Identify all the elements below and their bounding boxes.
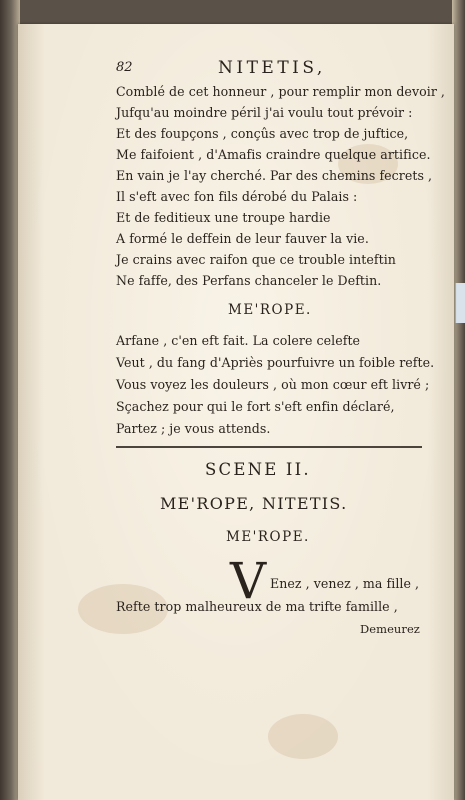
verse-line: En vain je l'ay cherché. Par des chemins fecrets , xyxy=(116,168,433,183)
speaker-name: ME'ROPE. xyxy=(228,302,312,318)
section-divider-rule xyxy=(116,446,422,448)
verse-line: Arfane , c'en eft fait. La colere celefte xyxy=(116,333,361,348)
page-number: 82 xyxy=(116,60,133,75)
verse-line: Partez ; je vous attends. xyxy=(116,421,271,436)
verse-line: Ne faffe, des Perfans chanceler le Deftin. xyxy=(116,273,382,288)
verse-line: Je crains avec raifon que ce trouble inteftin xyxy=(116,252,396,267)
verse-line: Refte trop malheureux de ma trifte famille , xyxy=(116,599,398,614)
verse-line: Vous voyez les douleurs , où mon cœur eft livré ; xyxy=(116,377,430,392)
verse-line: Sçachez pour qui le fort s'eft enfin déclaré, xyxy=(116,399,395,414)
drop-cap: V xyxy=(230,552,267,610)
verse-line: Veut , du fang d'Apriès pourfuivre un foible refte. xyxy=(116,355,435,370)
foxing-stain xyxy=(268,714,338,759)
verse-line: Comblé de cet honneur , pour remplir mon devoir , xyxy=(116,84,445,99)
scan-background-left xyxy=(0,0,20,800)
catchword: Demeurez xyxy=(360,622,420,636)
verse-line: Me faifoient , d'Amafis craindre quelque artifice. xyxy=(116,147,431,162)
running-head: NITETIS, xyxy=(218,58,326,78)
verse-line: A formé le deffein de leur fauver la vie. xyxy=(116,231,369,246)
verse-line: Et de feditieux une troupe hardie xyxy=(116,210,331,225)
verse-line: Il s'eft avec fon fils dérobé du Palais : xyxy=(116,189,358,204)
verse-line: Jufqu'au moindre péril j'ai voulu tout prévoir : xyxy=(116,105,413,120)
speaker-name: ME'ROPE. xyxy=(226,529,310,545)
bookmark-tab xyxy=(455,283,465,323)
scene-characters: ME'ROPE, NITETIS. xyxy=(160,494,348,513)
verse-line: Enez , venez , ma fille , xyxy=(270,576,420,591)
verse-line: Et des foupçons , conçûs avec trop de juftice, xyxy=(116,126,409,141)
scene-title: SCENE II. xyxy=(205,460,311,479)
